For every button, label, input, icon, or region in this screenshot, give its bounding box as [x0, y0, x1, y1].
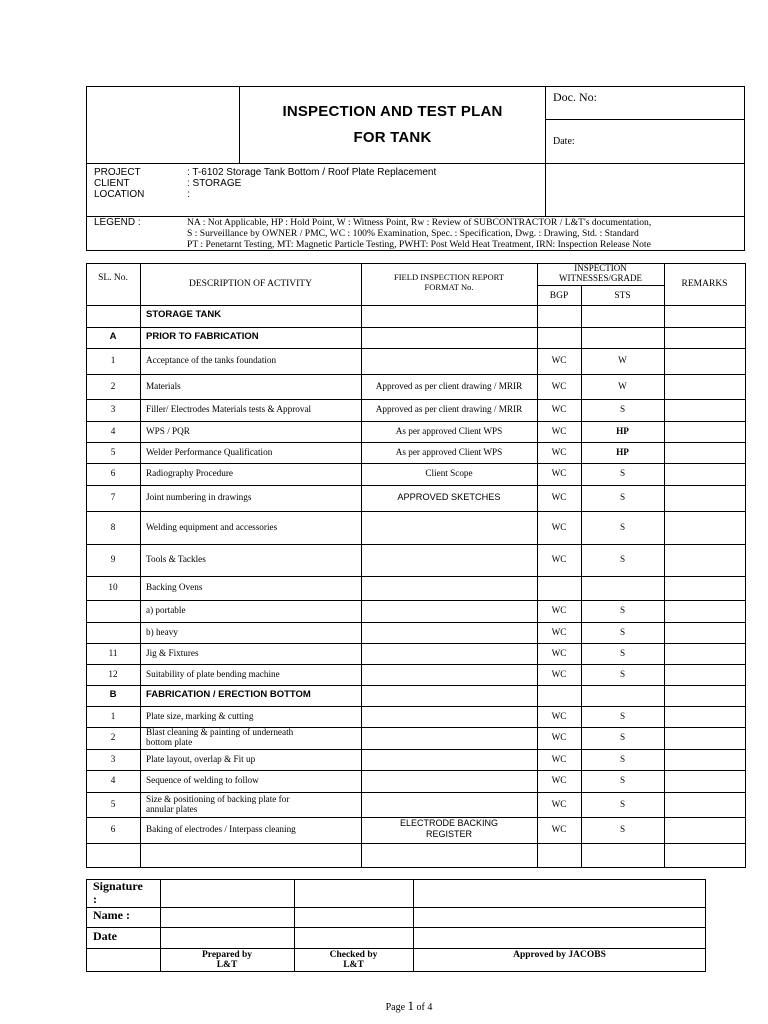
row-sts: S — [619, 753, 626, 764]
row-bgp: WC — [551, 668, 567, 679]
project-label: PROJECT — [94, 167, 141, 178]
row-sl-no: 8 — [110, 521, 116, 532]
row-sts: HP — [616, 446, 629, 457]
row-description-cont: annular plates — [146, 803, 198, 814]
row-sl-no: 2 — [110, 732, 116, 742]
row-bgp: WC — [551, 380, 567, 391]
row-sts: S — [619, 798, 626, 809]
row-sts: S — [619, 468, 626, 478]
row-bgp: WC — [551, 468, 567, 478]
legend-line-2: S : Surveillance by OWNER / PMC, WC : 100% Examination, Spec. : Specification, Dwg. : Drawing, Std. : Standard — [187, 228, 639, 239]
document-subtitle: FOR TANK — [353, 129, 432, 146]
row-sts: S — [619, 668, 626, 679]
signature-label: Signature — [93, 879, 143, 893]
date-label: Date: — [553, 136, 575, 147]
row-sl-no: 2 — [110, 380, 116, 391]
row-report-format: APPROVED SKETCHES — [397, 492, 501, 502]
signature-colon: : — [93, 892, 97, 906]
row-sts: S — [619, 492, 626, 502]
row-sl-no: 5 — [110, 798, 116, 809]
row-sl-no: 1 — [110, 355, 116, 365]
name-label: Name : — [93, 908, 130, 922]
row-bgp: WC — [551, 732, 567, 742]
checked-org: L&T — [343, 960, 364, 970]
row-description-cont: bottom plate — [146, 737, 193, 747]
row-bgp: WC — [551, 446, 567, 457]
row-sl-no: 1 — [110, 710, 116, 721]
row-description: FABRICATION / ERECTION BOTTOM — [146, 688, 311, 700]
row-description: Baking of electrodes / Interpass cleaning — [146, 824, 296, 834]
row-bgp: WC — [551, 775, 567, 785]
row-sts: S — [619, 732, 626, 742]
row-description: Plate layout, overlap & Fit up — [146, 753, 256, 764]
row-bgp: WC — [551, 710, 567, 721]
row-sts: W — [618, 380, 627, 391]
row-sts: S — [619, 605, 626, 615]
doc-no-label: Doc. No: — [553, 90, 597, 104]
row-description: Blast cleaning & painting of underneath — [146, 727, 294, 737]
client-value: : STORAGE — [187, 178, 242, 189]
row-bgp: WC — [551, 554, 567, 564]
row-bgp: WC — [551, 521, 567, 532]
row-sl-no: 12 — [108, 668, 118, 679]
row-description: Welder Performance Qualification — [146, 446, 273, 457]
location-value: : — [187, 189, 190, 200]
row-sl-no: 3 — [110, 753, 116, 764]
legend-line-1: NA : Not Applicable, HP : Hold Point, W : Witness Point, Rw : Review of SUBCONTRACTOR / L&T's documentation, — [187, 217, 652, 228]
row-description: Filler/ Electrodes Materials tests & Approval — [146, 404, 312, 414]
row-sts: HP — [616, 425, 629, 436]
row-sl-no: 9 — [110, 554, 116, 564]
row-sl-no: 4 — [110, 425, 116, 436]
row-bgp: WC — [551, 605, 567, 615]
row-description: Backing Ovens — [146, 582, 203, 592]
row-description: STORAGE TANK — [146, 309, 222, 320]
header-description: DESCRIPTION OF ACTIVITY — [189, 279, 312, 289]
row-bgp: WC — [551, 425, 567, 436]
row-sl-no: 6 — [110, 468, 116, 478]
row-bgp: WC — [551, 824, 567, 834]
table-row — [86, 843, 745, 867]
page-number: 1 — [407, 998, 415, 1013]
checked-by-label: Checked by — [329, 950, 378, 960]
row-sts: S — [619, 775, 626, 785]
row-report-format: ELECTRODE BACKING — [399, 818, 499, 828]
row-sl-no: 3 — [110, 404, 116, 414]
row-description: Joint numbering in drawings — [146, 492, 252, 502]
row-description: Welding equipment and accessories — [146, 521, 278, 532]
row-bgp: WC — [551, 647, 567, 658]
row-report-format: Approved as per client drawing / MRIR — [375, 404, 523, 414]
row-sl-no: 10 — [108, 582, 118, 592]
row-sl-no: 7 — [110, 492, 116, 502]
row-sl-no: A — [109, 330, 117, 342]
row-report-format: Client Scope — [425, 468, 473, 478]
sig-date-label: Date — [93, 929, 117, 943]
header-format-no: FORMAT No. — [424, 282, 474, 292]
row-description: Size & positioning of backing plate for — [146, 793, 290, 804]
row-sts: S — [619, 647, 626, 658]
row-sl-no: 5 — [110, 446, 116, 457]
row-description: Materials — [146, 380, 181, 391]
row-sl-no: B — [109, 688, 117, 700]
header-sl-no: SL. No. — [98, 273, 128, 283]
row-report-format: As per approved Client WPS — [395, 425, 503, 436]
client-label: CLIENT — [94, 178, 130, 189]
row-report-format: Approved as per client drawing / MRIR — [375, 380, 523, 391]
approved-by-label: Approved by JACOBS — [513, 950, 606, 960]
row-sl-no: 6 — [110, 824, 116, 834]
row-description: Tools & Tackles — [146, 554, 206, 564]
row-bgp: WC — [551, 492, 567, 502]
row-bgp: WC — [551, 753, 567, 764]
header-field-report: FIELD INSPECTION REPORT — [394, 272, 504, 282]
header-remarks: REMARKS — [681, 279, 728, 289]
legend-label: LEGEND : — [94, 217, 141, 228]
row-report-format: As per approved Client WPS — [395, 446, 503, 457]
row-sts: S — [619, 710, 626, 721]
row-sts: S — [619, 626, 626, 637]
row-description: Sequence of welding to follow — [146, 775, 259, 785]
row-description: PRIOR TO FABRICATION — [146, 330, 259, 342]
row-sl-no: 11 — [108, 647, 118, 658]
prepared-by-label: Prepared by — [201, 950, 253, 960]
header-sts: STS — [614, 291, 631, 301]
location-label: LOCATION — [94, 189, 145, 200]
row-description: Acceptance of the tanks foundation — [146, 355, 277, 365]
project-value: : T-6102 Storage Tank Bottom / Roof Plate Replacement — [187, 167, 437, 178]
page-footer — [0, 999, 768, 1014]
row-sts: S — [619, 824, 626, 834]
header-witnesses-grade: WITNESSES/GRADE — [559, 273, 642, 283]
row-description: Jig & Fixtures — [146, 647, 199, 658]
row-sts: S — [619, 554, 626, 564]
row-bgp: WC — [551, 798, 567, 809]
page-prefix: Page — [385, 1002, 406, 1013]
page-suffix: of 4 — [416, 1002, 433, 1013]
row-bgp: WC — [551, 404, 567, 414]
row-sl-no: 4 — [110, 775, 116, 785]
prepared-org: L&T — [216, 960, 238, 970]
row-description: a) portable — [146, 605, 186, 615]
row-description: WPS / PQR — [146, 425, 190, 436]
row-description: Radiography Procedure — [146, 468, 233, 478]
row-report-format-cont: REGISTER — [425, 829, 472, 839]
row-description: Suitability of plate bending machine — [146, 668, 280, 679]
row-sts: S — [619, 521, 626, 532]
row-sts: S — [619, 404, 626, 414]
document-title: INSPECTION AND TEST PLAN — [282, 103, 503, 120]
legend-line-3: PT : Penetarnt Testing, MT: Magnetic Particle Testing, PWHT: Post Weld Heat Treatment, IRN: Inspection Release Note — [187, 239, 651, 250]
row-bgp: WC — [551, 355, 567, 365]
row-bgp: WC — [551, 626, 567, 637]
row-sts: W — [618, 355, 627, 365]
row-description: Plate size, marking & cutting — [146, 710, 254, 721]
header-inspection: INSPECTION — [574, 263, 627, 273]
header-bgp: BGP — [549, 291, 569, 301]
row-description: b) heavy — [146, 626, 178, 637]
